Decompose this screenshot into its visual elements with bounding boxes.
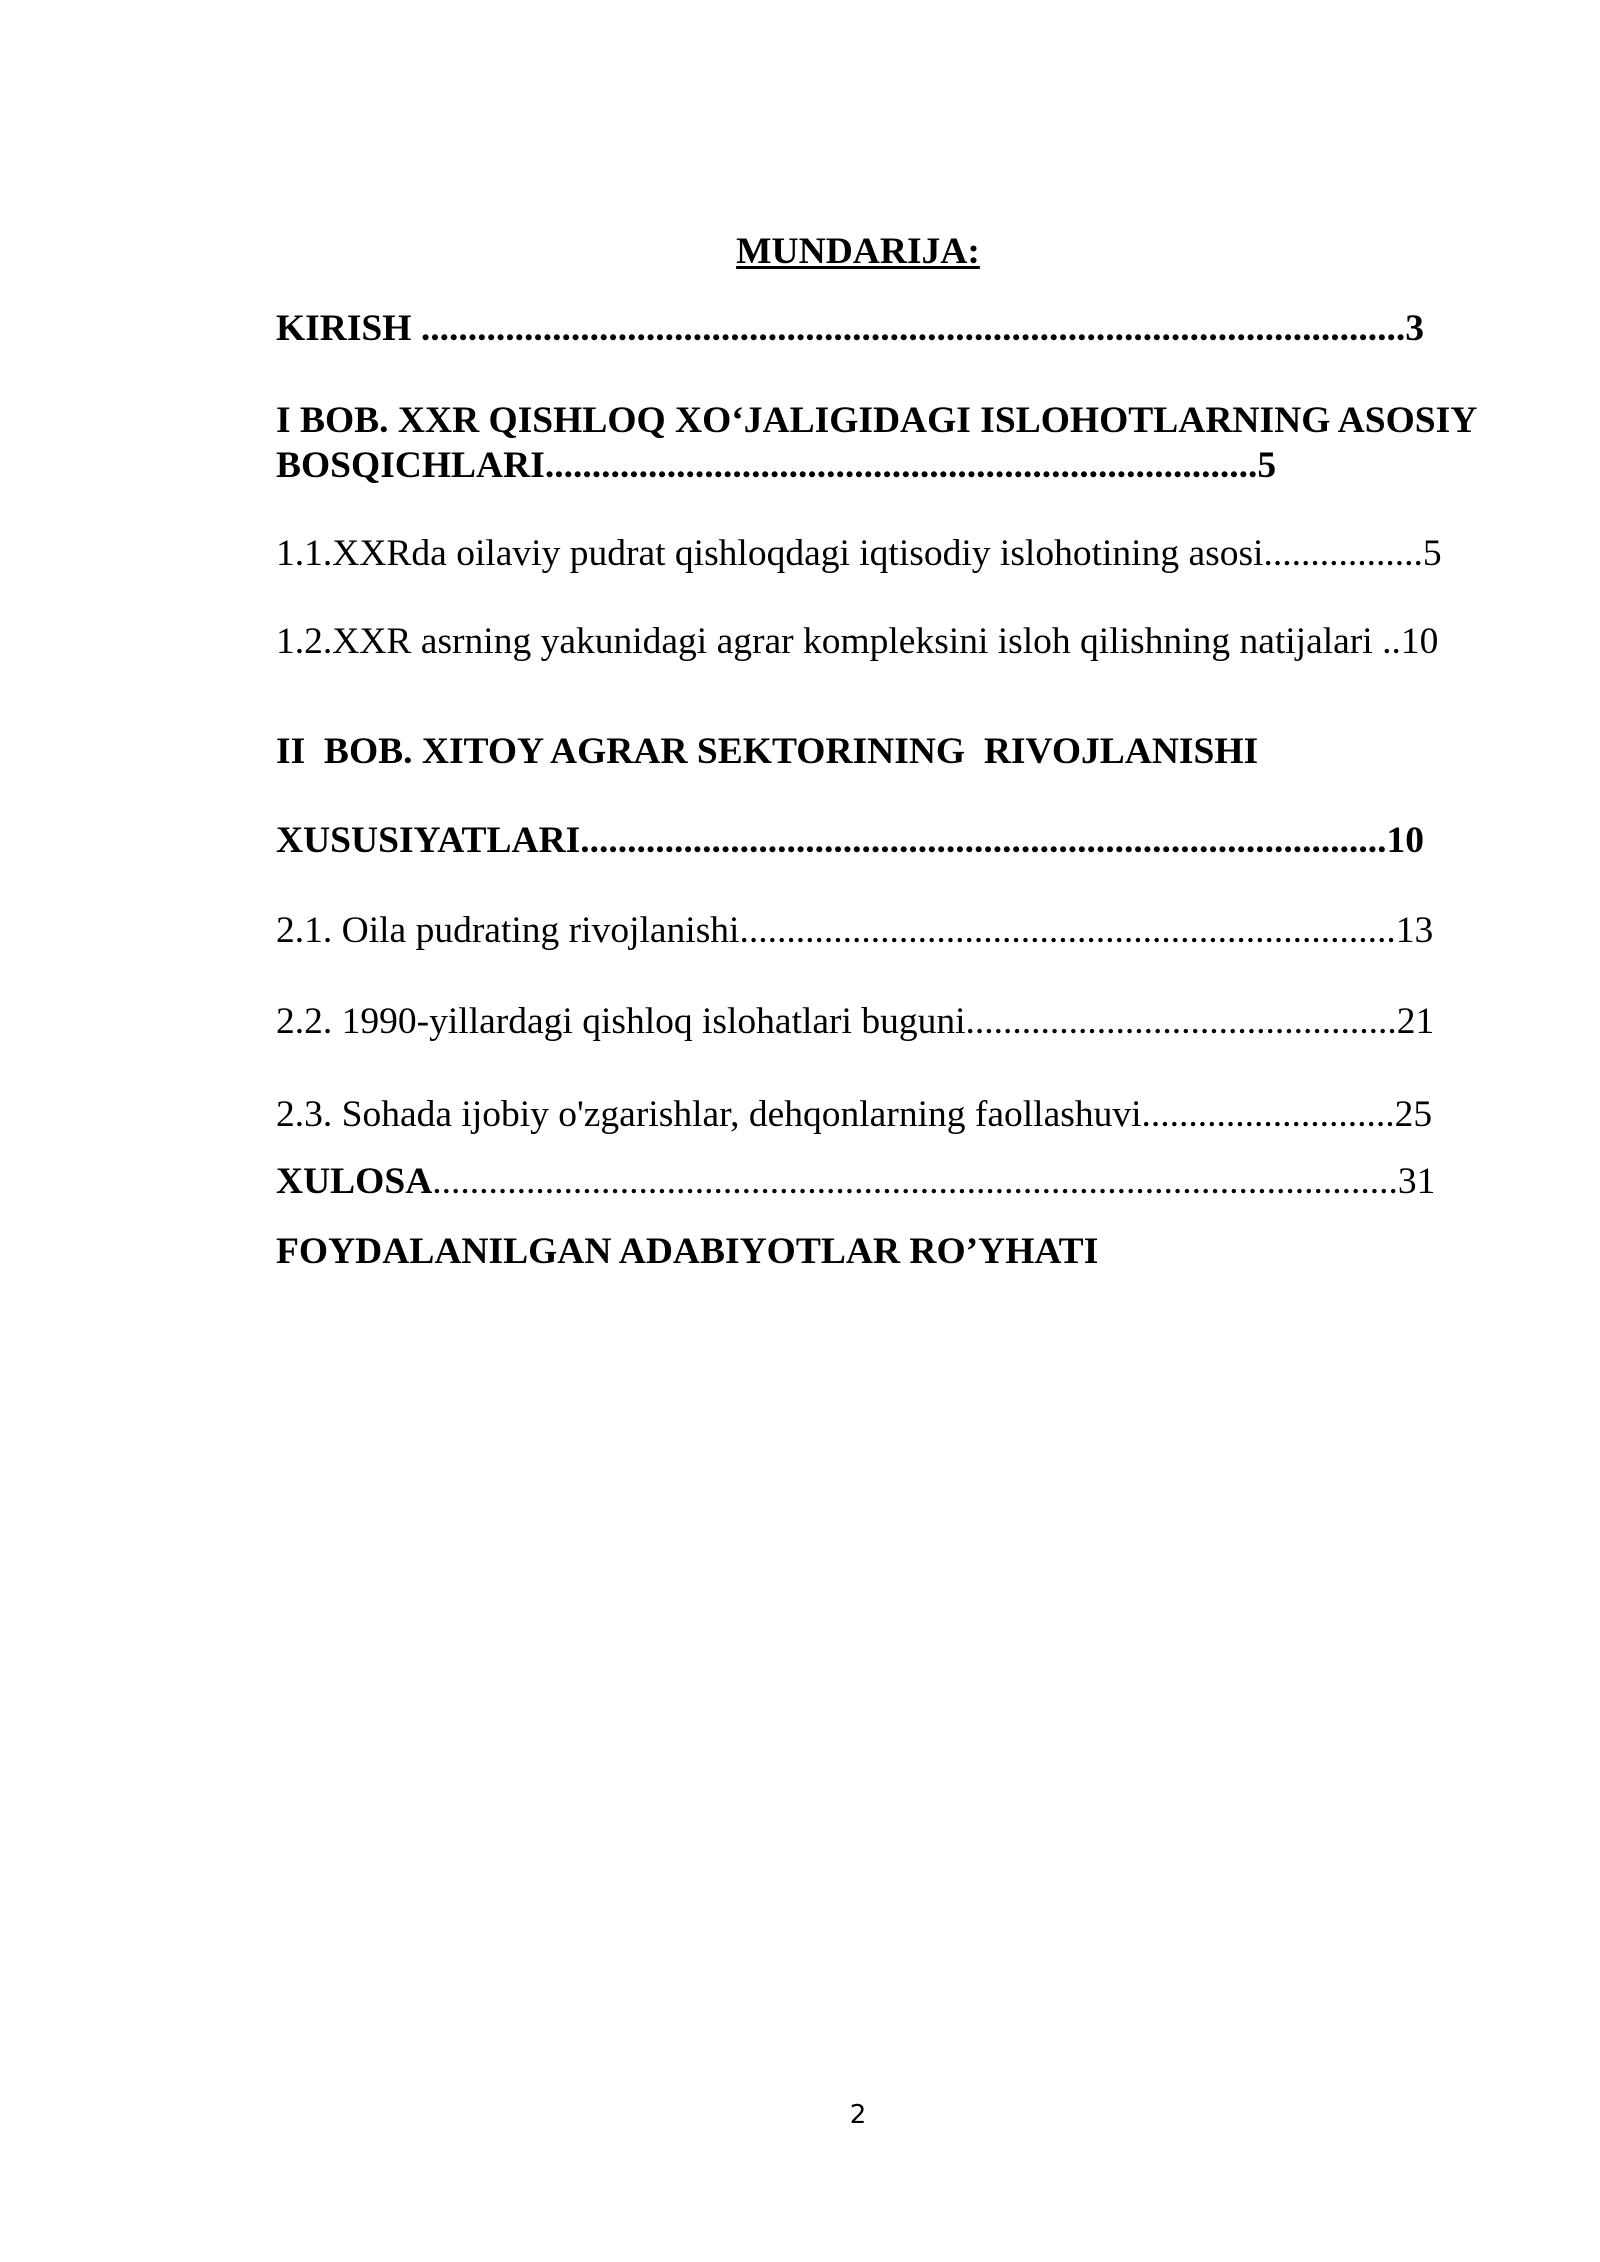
toc-leader: ......................................................................................................... xyxy=(420,308,1406,349)
toc-leader: ...................................................................... xyxy=(739,910,1396,951)
toc-leader: ....................................................................................................... xyxy=(432,1161,1398,1202)
toc-entry-label: 1.2.XXR asrning yakunidagi agrar kompleksini isloh qilishning natijalari xyxy=(276,621,1383,662)
toc-entry-xulosa xyxy=(276,1160,1435,1204)
toc-entry-1-2 xyxy=(276,620,1438,664)
toc-leader: ............................................................................ xyxy=(544,445,1258,486)
toc-entry-chapter-1 xyxy=(276,444,1276,488)
toc-entry-1-1 xyxy=(276,532,1442,576)
toc-entry-label: II BOB. XITOY AGRAR SEKTORINING RIVOJLANISHI xyxy=(276,731,1259,772)
toc-entry-2-3 xyxy=(276,1093,1432,1137)
toc-entry-kirish xyxy=(276,307,1424,351)
toc-entry-chapter-2-title-line xyxy=(276,730,1258,774)
toc-leader: .. xyxy=(1382,621,1401,662)
toc-entry-label: FOYDALANILGAN ADABIYOTLAR RO’YHATI xyxy=(276,1231,1099,1272)
toc-entry-label: 2.2. 1990-yillardagi qishloq islohatlari buguni xyxy=(276,1001,966,1042)
toc-entry-2-2 xyxy=(276,1000,1434,1044)
page-number: 2 xyxy=(849,2100,867,2130)
toc-leader: .............................................. xyxy=(965,1001,1397,1042)
toc-entry-label: XUSUSIYATLARI xyxy=(276,820,581,861)
toc-entry-2-1 xyxy=(276,909,1433,953)
toc-entry-label: 1.1.XXRda oilaviy pudrat qishloqdagi iqtisodiy islohotining asosi xyxy=(276,533,1264,574)
toc-page-number: 5 xyxy=(1422,533,1442,574)
toc-leader: ...................................................................................... xyxy=(580,820,1387,861)
toc-page-number: 10 xyxy=(1386,820,1425,861)
toc-entry-bibliography xyxy=(276,1230,1098,1274)
toc-page-number: 13 xyxy=(1395,910,1434,951)
toc-entry-chapter-2 xyxy=(276,819,1424,863)
toc-page-number: 3 xyxy=(1405,308,1424,349)
toc-page-number: 10 xyxy=(1400,621,1439,662)
toc-page-number: 21 xyxy=(1396,1001,1435,1042)
toc-entry-label: I BOB. XXR QISHLOQ XO‘JALIGIDAGI ISLOHOTLARNING ASOSIY xyxy=(276,400,1478,441)
toc-page-number: 5 xyxy=(1257,445,1277,486)
toc-leader: ........................... xyxy=(1141,1094,1395,1135)
toc-entry-label: XULOSA xyxy=(276,1161,433,1202)
toc-page-number: 25 xyxy=(1394,1094,1433,1135)
toc-entry-label: KIRISH xyxy=(276,308,421,349)
toc-entry-label: BOSQICHLARI xyxy=(276,445,545,486)
toc-page-number: 31 xyxy=(1397,1161,1436,1202)
toc-entry-label: 2.1. Oila pudrating rivojlanishi xyxy=(276,910,740,951)
toc-entry-chapter-1-title-line xyxy=(276,399,1477,443)
toc-title: MUNDARIJA: xyxy=(736,231,980,272)
toc-leader: ................. xyxy=(1263,533,1423,574)
toc-entry-label: 2.3. Sohada ijobiy o'zgarishlar, dehqonlarning faollashuvi xyxy=(276,1094,1142,1135)
